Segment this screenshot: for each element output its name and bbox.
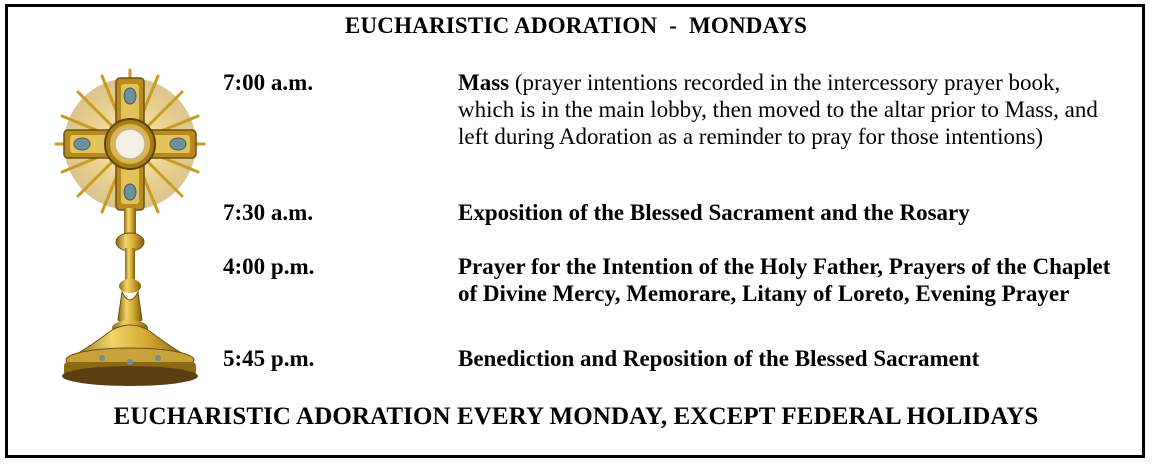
monstrance-stem bbox=[112, 208, 148, 336]
time-label: 4:00 p.m. bbox=[223, 254, 315, 279]
monstrance-icon bbox=[52, 58, 212, 396]
sunburst-rays bbox=[56, 70, 204, 218]
time-label: 7:00 a.m. bbox=[223, 70, 314, 95]
time-label: 5:45 p.m. bbox=[223, 346, 315, 371]
schedule-description: Exposition of the Blessed Sacrament and the Rosary bbox=[458, 200, 970, 225]
footer-note: EUCHARISTIC ADORATION EVERY MONDAY, EXCEPT FEDERAL HOLIDAYS bbox=[113, 403, 1039, 430]
monstrance-base bbox=[62, 325, 198, 386]
schedule-description bbox=[458, 69, 1118, 150]
page-title: EUCHARISTIC ADORATION - MONDAYS bbox=[344, 13, 808, 38]
mass-details: (prayer intentions recorded in the intercessory prayer book, which is in the main lobby, then moved to the altar prior to Mass, and left during Adoration as a reminder to pray for those intentions) bbox=[458, 70, 1098, 149]
schedule-description: Prayer for the Intention of the Holy Father, Prayers of the Chaplet of Divine Mercy, Memorare, Litany of Loreto, Evening Prayer bbox=[458, 254, 1111, 306]
schedule-description: Benediction and Reposition of the Blessed Sacrament bbox=[458, 346, 980, 371]
time-label: 7:30 a.m. bbox=[223, 200, 314, 225]
mass-label: Mass bbox=[458, 70, 510, 95]
